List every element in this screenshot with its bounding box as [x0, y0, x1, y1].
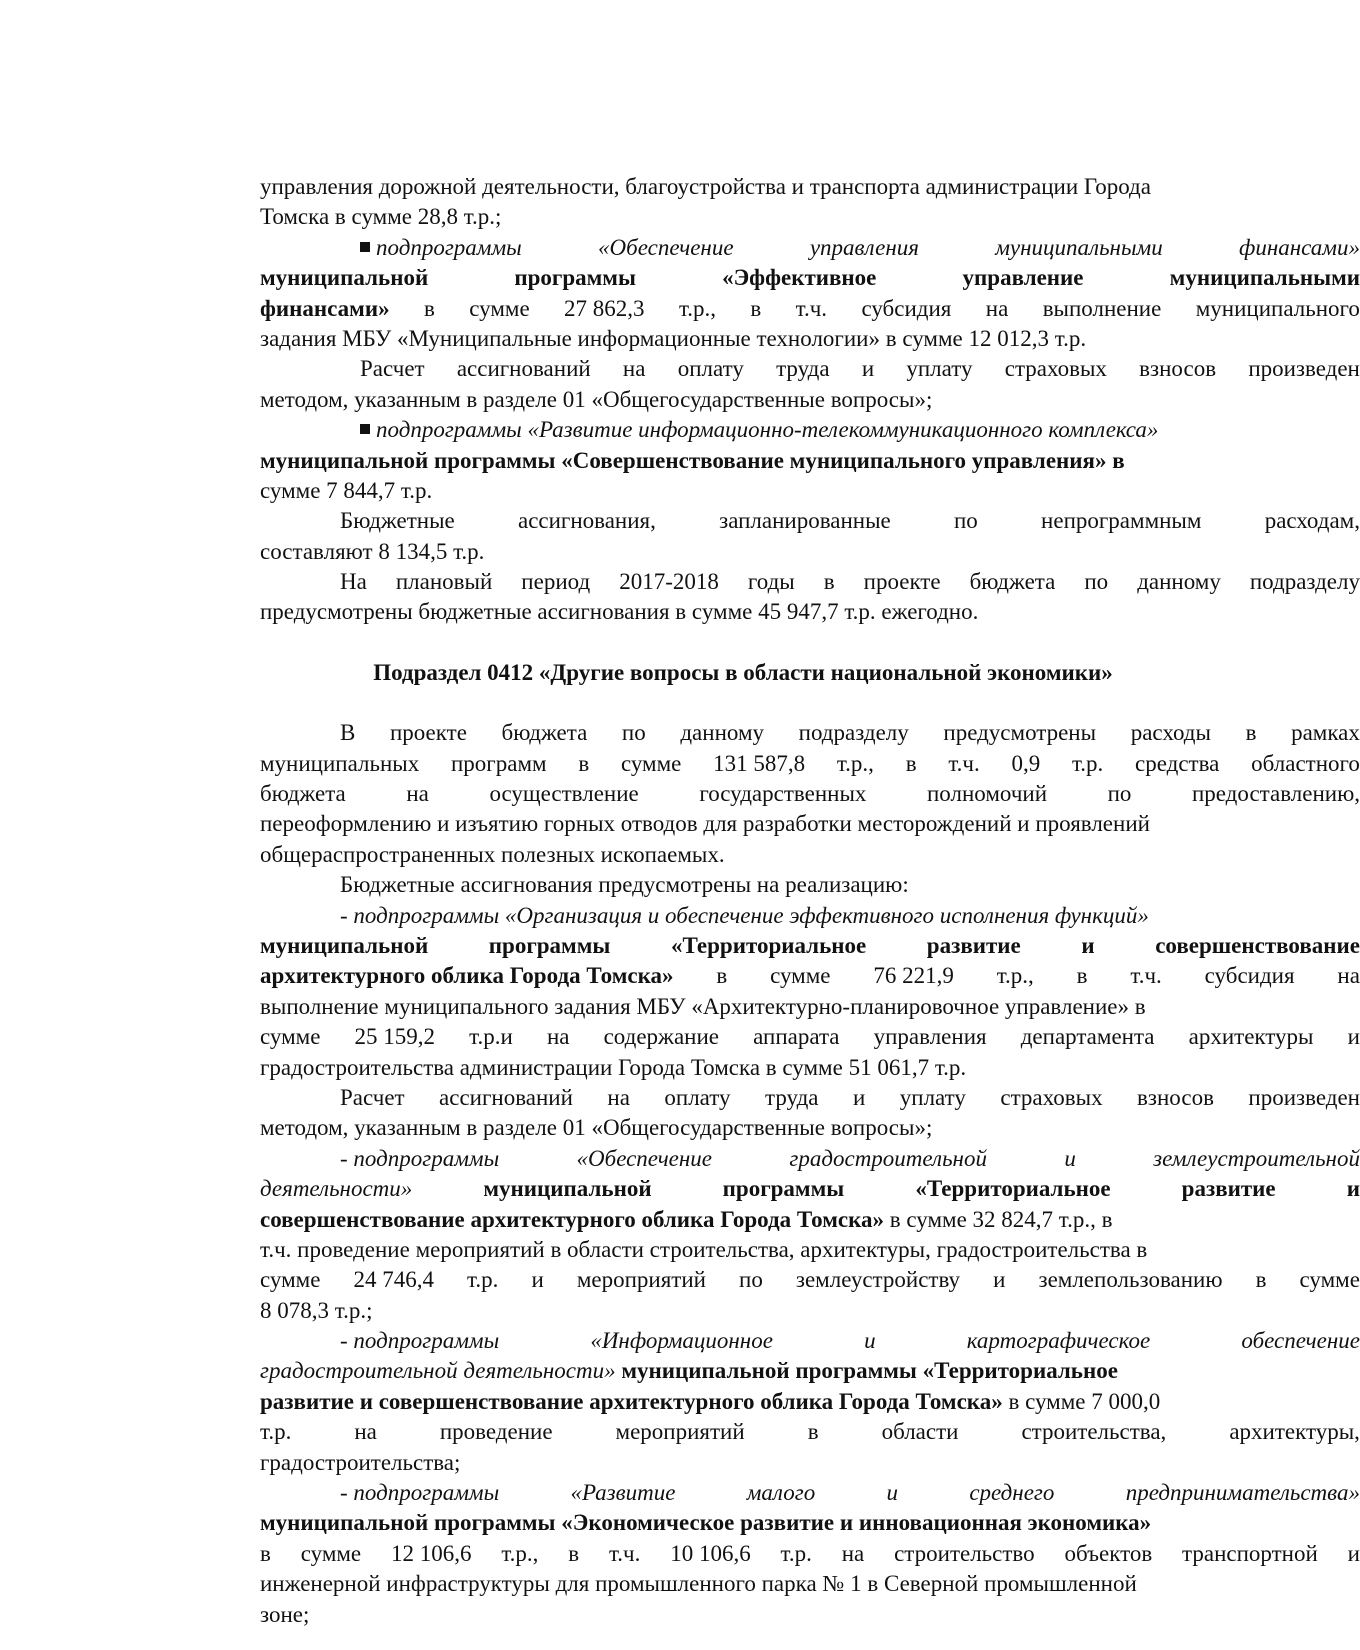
word: субсидия: [861, 295, 952, 321]
word: программы: [514, 265, 636, 291]
program-title-part: архитектурного облика Города Томска»: [260, 963, 674, 989]
word: на: [354, 1419, 377, 1445]
word: департамента: [1020, 1024, 1155, 1050]
word: финансами»: [1239, 234, 1360, 260]
word: плановый: [395, 569, 493, 595]
subprogram-line: [260, 233, 1360, 263]
word: Расчет: [340, 1084, 405, 1110]
text-line: [260, 506, 1360, 536]
word: сумме: [260, 1267, 321, 1293]
word: малого: [746, 1480, 816, 1506]
spacer: [260, 688, 1360, 718]
word: На: [340, 569, 367, 595]
word: ассигнования,: [517, 508, 656, 534]
word: в: [823, 569, 835, 595]
word: программ: [451, 750, 547, 776]
word: произведен: [1248, 356, 1360, 382]
word: «Эффективное: [722, 265, 877, 291]
word: в: [750, 295, 762, 321]
word: и: [1064, 1145, 1076, 1171]
word: полномочий: [927, 781, 1047, 807]
word: 27 862,3: [564, 295, 645, 321]
text-line: [260, 1022, 1360, 1052]
word: средства: [1135, 750, 1220, 776]
word: в: [568, 1540, 580, 1566]
word: бюджета: [969, 569, 1056, 595]
word: объектов: [1064, 1540, 1153, 1566]
word: муниципальными: [995, 234, 1163, 260]
word: обеспечение: [1241, 1328, 1360, 1354]
word: 10 106,6: [670, 1540, 751, 1566]
word: землеустроительной: [1153, 1145, 1360, 1171]
program-title-part: развитие и совершенствование архитектурного облика Города Томска»: [260, 1388, 1003, 1414]
word: т.р.: [467, 1267, 499, 1293]
text-line: [260, 354, 1360, 384]
word: по: [739, 1267, 763, 1293]
word: предусмотрены: [943, 720, 1097, 746]
subprogram-line: - подпрограммы «Организация и обеспечение эффективного исполнения функций»: [340, 902, 1149, 928]
word: областного: [1251, 750, 1360, 776]
word: выполнение: [1042, 295, 1162, 321]
text-line: [260, 1417, 1360, 1447]
word: и: [864, 1328, 876, 1354]
word: управления: [873, 1024, 987, 1050]
word: среднего: [969, 1480, 1055, 1506]
word: совершенствование: [1155, 932, 1360, 958]
word: землеустройству: [795, 1267, 961, 1293]
text-line: [260, 779, 1360, 809]
program-line: муниципальной программы «Экономическое развитие и инновационная экономика»: [260, 1510, 1152, 1536]
word: на: [546, 1024, 570, 1050]
word: по: [621, 720, 646, 746]
word: на: [841, 1540, 865, 1566]
word: строительство: [894, 1540, 1035, 1566]
word: бюджета: [260, 781, 346, 807]
word: т.ч.: [1130, 963, 1162, 989]
word: области: [881, 1419, 959, 1445]
subprogram-line: [260, 415, 1360, 445]
text-line: [260, 294, 1360, 324]
word: 76 221,9: [873, 963, 954, 989]
word: и: [1347, 1540, 1360, 1566]
word: взносов: [1139, 356, 1217, 382]
word: период: [521, 569, 591, 595]
word: рамках: [1291, 720, 1360, 746]
text-line: инженерной инфраструктуры для промышленного парка № 1 в Северной промышленной: [260, 1571, 1137, 1597]
program-title-part: муниципальной программы «Территориальное: [615, 1358, 1118, 1384]
word: сумме: [300, 1540, 362, 1566]
word: данному: [1137, 569, 1221, 595]
program-line: [260, 263, 1360, 293]
word: предпринимательства»: [1125, 1480, 1360, 1506]
subprogram-title: подпрограммы «Развитие информационно-телекоммуникационного комплекса»: [376, 417, 1159, 443]
word: страховых: [1004, 356, 1107, 382]
word: взносов: [1137, 1084, 1214, 1110]
text-line: [260, 1174, 1360, 1204]
text-line: составляют 8 134,5 т.р.: [260, 538, 485, 564]
text-line: Бюджетные ассигнования предусмотрены на реализацию:: [340, 872, 909, 898]
text-line: сумме 7 844,7 т.р.: [260, 477, 433, 503]
word: 0,9: [1011, 750, 1041, 776]
text-line: предусмотрены бюджетные ассигнования в сумме 45 947,7 т.р. ежегодно.: [260, 599, 979, 625]
word: ассигнований: [456, 356, 591, 382]
word: и: [1346, 1176, 1360, 1202]
word: и: [861, 356, 875, 382]
word: уплату: [899, 1084, 966, 1110]
word: в: [423, 295, 435, 321]
word: годы: [747, 569, 795, 595]
word: непрограммным: [1041, 508, 1202, 534]
word: «Информационное: [590, 1328, 773, 1354]
text-line: [260, 1083, 1360, 1113]
word: 131 587,8: [713, 750, 806, 776]
word: государственных: [699, 781, 867, 807]
word: страховых: [1000, 1084, 1103, 1110]
word: проекте: [863, 569, 941, 595]
word: транспортной: [1182, 1540, 1318, 1566]
word: и: [886, 1480, 899, 1506]
text-line: методом, указанным в разделе 01 «Общегосударственные вопросы»;: [260, 386, 933, 412]
word: и: [531, 1267, 544, 1293]
word: осуществление: [489, 781, 639, 807]
word: на: [607, 1084, 630, 1110]
word: 2017-2018: [619, 569, 719, 595]
word: сумме: [469, 295, 530, 321]
word: т.р.: [260, 1419, 292, 1445]
word: труда: [776, 356, 830, 382]
word: 12 106,6: [390, 1540, 472, 1566]
bullet-icon: [360, 424, 370, 434]
word: сумме: [620, 750, 682, 776]
word: произведен: [1248, 1084, 1360, 1110]
word: сумме: [770, 963, 831, 989]
word: подразделу: [798, 720, 909, 746]
word: т.ч.: [795, 295, 828, 321]
text-line: задания МБУ «Муниципальные информационные технологии» в сумме 12 012,3 т.р.: [260, 325, 1087, 351]
section-heading: Подраздел 0412 «Другие вопросы в области национальной экономики»: [373, 659, 1113, 685]
text-line: [260, 718, 1360, 748]
word: муниципальными: [1169, 265, 1360, 291]
word: содержание: [603, 1024, 719, 1050]
subprogram-line: [260, 1478, 1360, 1508]
word: субсидия: [1204, 963, 1295, 989]
word: расходы: [1130, 720, 1211, 746]
text-line: [260, 1265, 1360, 1295]
word: Бюджетные: [340, 508, 455, 534]
word: мероприятий: [576, 1267, 706, 1293]
spacer: [260, 628, 1360, 658]
word: т.р.и: [469, 1024, 513, 1050]
word: проведение: [439, 1419, 553, 1445]
word: аппарата: [753, 1024, 840, 1050]
text-line: зоне;: [260, 1601, 310, 1627]
subprogram-title-part: градостроительной деятельности»: [260, 1358, 616, 1384]
word: «Развитие: [570, 1480, 676, 1506]
word: данному: [680, 720, 765, 746]
word: оплату: [677, 356, 744, 382]
word: развитие: [1181, 1176, 1276, 1202]
text-line: Томска в сумме 28,8 т.р.;: [260, 204, 502, 230]
word: управление: [962, 265, 1084, 291]
word: на: [1337, 963, 1360, 989]
word: по: [1107, 781, 1132, 807]
word: т.ч.: [948, 750, 980, 776]
word: в: [1255, 1267, 1267, 1293]
text-line: общераспространенных полезных ископаемых.: [260, 841, 725, 867]
bullet-icon: [360, 242, 370, 252]
word: на: [406, 781, 429, 807]
word: по: [954, 508, 978, 534]
word: архитектуры,: [1229, 1419, 1360, 1445]
word: в: [1245, 720, 1257, 746]
text-line: [260, 1387, 1360, 1417]
program-line: муниципальной программы «Совершенствование муниципального управления» в: [260, 447, 1125, 473]
text-part: в сумме 32 824,7 т.р., в: [884, 1206, 1113, 1232]
program-line: [260, 931, 1360, 961]
word: т.р.: [780, 1540, 812, 1566]
word: муниципального: [1195, 295, 1360, 321]
word: т.р.,: [501, 1540, 539, 1566]
text-line: методом, указанным в разделе 01 «Общегосударственные вопросы»;: [260, 1115, 933, 1141]
word: т.р.,: [996, 963, 1034, 989]
word: «Территориальное: [915, 1176, 1111, 1202]
word: проекте: [389, 720, 467, 746]
word: землепользованию: [1038, 1267, 1223, 1293]
word: т.р.,: [678, 295, 717, 321]
word: сумме: [260, 1024, 321, 1050]
word: управления: [809, 234, 919, 260]
word: муниципальной: [483, 1176, 652, 1202]
word: подразделу: [1249, 569, 1360, 595]
text-line: т.ч. проведение мероприятий в области строительства, архитектуры, градостроительства в: [260, 1236, 1148, 1262]
word: «Обеспечение: [598, 234, 734, 260]
word: в: [578, 750, 590, 776]
word: и: [1347, 1024, 1360, 1050]
text-line: переоформлению и изъятию горных отводов для разработки месторождений и проявлений: [260, 811, 1150, 837]
word: «Территориальное: [670, 932, 867, 958]
text-line: градостроительства администрации Города Томска в сумме 51 061,7 т.р.: [260, 1054, 967, 1080]
word: т.ч.: [608, 1540, 641, 1566]
text-line: управления дорожной деятельности, благоустройства и транспорта администрации Города: [260, 174, 1151, 199]
word: - подпрограммы: [340, 1480, 500, 1506]
text-line: [260, 567, 1360, 597]
word: градостроительной: [789, 1145, 987, 1171]
word: Расчет: [360, 356, 425, 382]
word: 25 159,2: [354, 1024, 436, 1050]
word: программы: [722, 1176, 845, 1202]
word: муниципальной: [260, 932, 429, 958]
word: программы: [488, 932, 611, 958]
word: и: [993, 1267, 1006, 1293]
text-line: [260, 1539, 1360, 1569]
word: «Обеспечение: [576, 1145, 713, 1171]
subprogram-line: [260, 1326, 1360, 1356]
text-line: [260, 1205, 1360, 1235]
word: развитие: [926, 932, 1021, 958]
text-line: [260, 961, 1360, 991]
word: оплату: [664, 1084, 731, 1110]
word: ассигнований: [439, 1084, 573, 1110]
word: финансами»: [260, 295, 390, 321]
word: архитектуры: [1188, 1024, 1314, 1050]
text-line: [260, 749, 1360, 779]
word: сумме: [1299, 1267, 1360, 1293]
word: в: [716, 963, 728, 989]
word: в: [807, 1419, 819, 1445]
word: по: [1084, 569, 1109, 595]
word: расходам,: [1264, 508, 1360, 534]
text-line: [260, 1356, 1360, 1386]
word: и: [852, 1084, 866, 1110]
word: труда: [765, 1084, 819, 1110]
word: 24 746,4: [353, 1267, 434, 1293]
word: картографическое: [966, 1328, 1151, 1354]
word: в: [905, 750, 917, 776]
word: подпрограммы: [360, 233, 522, 263]
text-line: 8 078,3 т.р.;: [260, 1297, 373, 1323]
word: в: [260, 1540, 271, 1566]
word: и: [1081, 932, 1095, 958]
program-title-part: совершенствование архитектурного облика Города Томска»: [260, 1206, 884, 1232]
word: т.р.,: [836, 750, 874, 776]
word: - подпрограммы: [340, 1145, 500, 1171]
word: строительства,: [1021, 1419, 1167, 1445]
word: В: [340, 720, 356, 746]
word: муниципальной: [260, 265, 429, 291]
word: уплату: [906, 356, 973, 382]
word: предоставлению,: [1191, 781, 1360, 807]
word: в: [1076, 963, 1088, 989]
word: на: [622, 356, 646, 382]
word: т.р.: [1071, 750, 1104, 776]
subprogram-line: [260, 1144, 1360, 1174]
word: на: [985, 295, 1009, 321]
subprogram-title-part: деятельности»: [260, 1176, 413, 1202]
word: бюджета: [501, 720, 588, 746]
text-line: выполнение муниципального задания МБУ «Архитектурно-планировочное управление» в: [260, 993, 1146, 1019]
word: мероприятий: [615, 1419, 745, 1445]
word: - подпрограммы: [340, 1328, 500, 1354]
text-part: в сумме 7 000,0: [1002, 1388, 1161, 1414]
word: запланированные: [719, 508, 891, 534]
text-line: градостроительства;: [260, 1449, 461, 1475]
document-body: [260, 172, 1360, 1630]
word: муниципальных: [260, 750, 420, 776]
